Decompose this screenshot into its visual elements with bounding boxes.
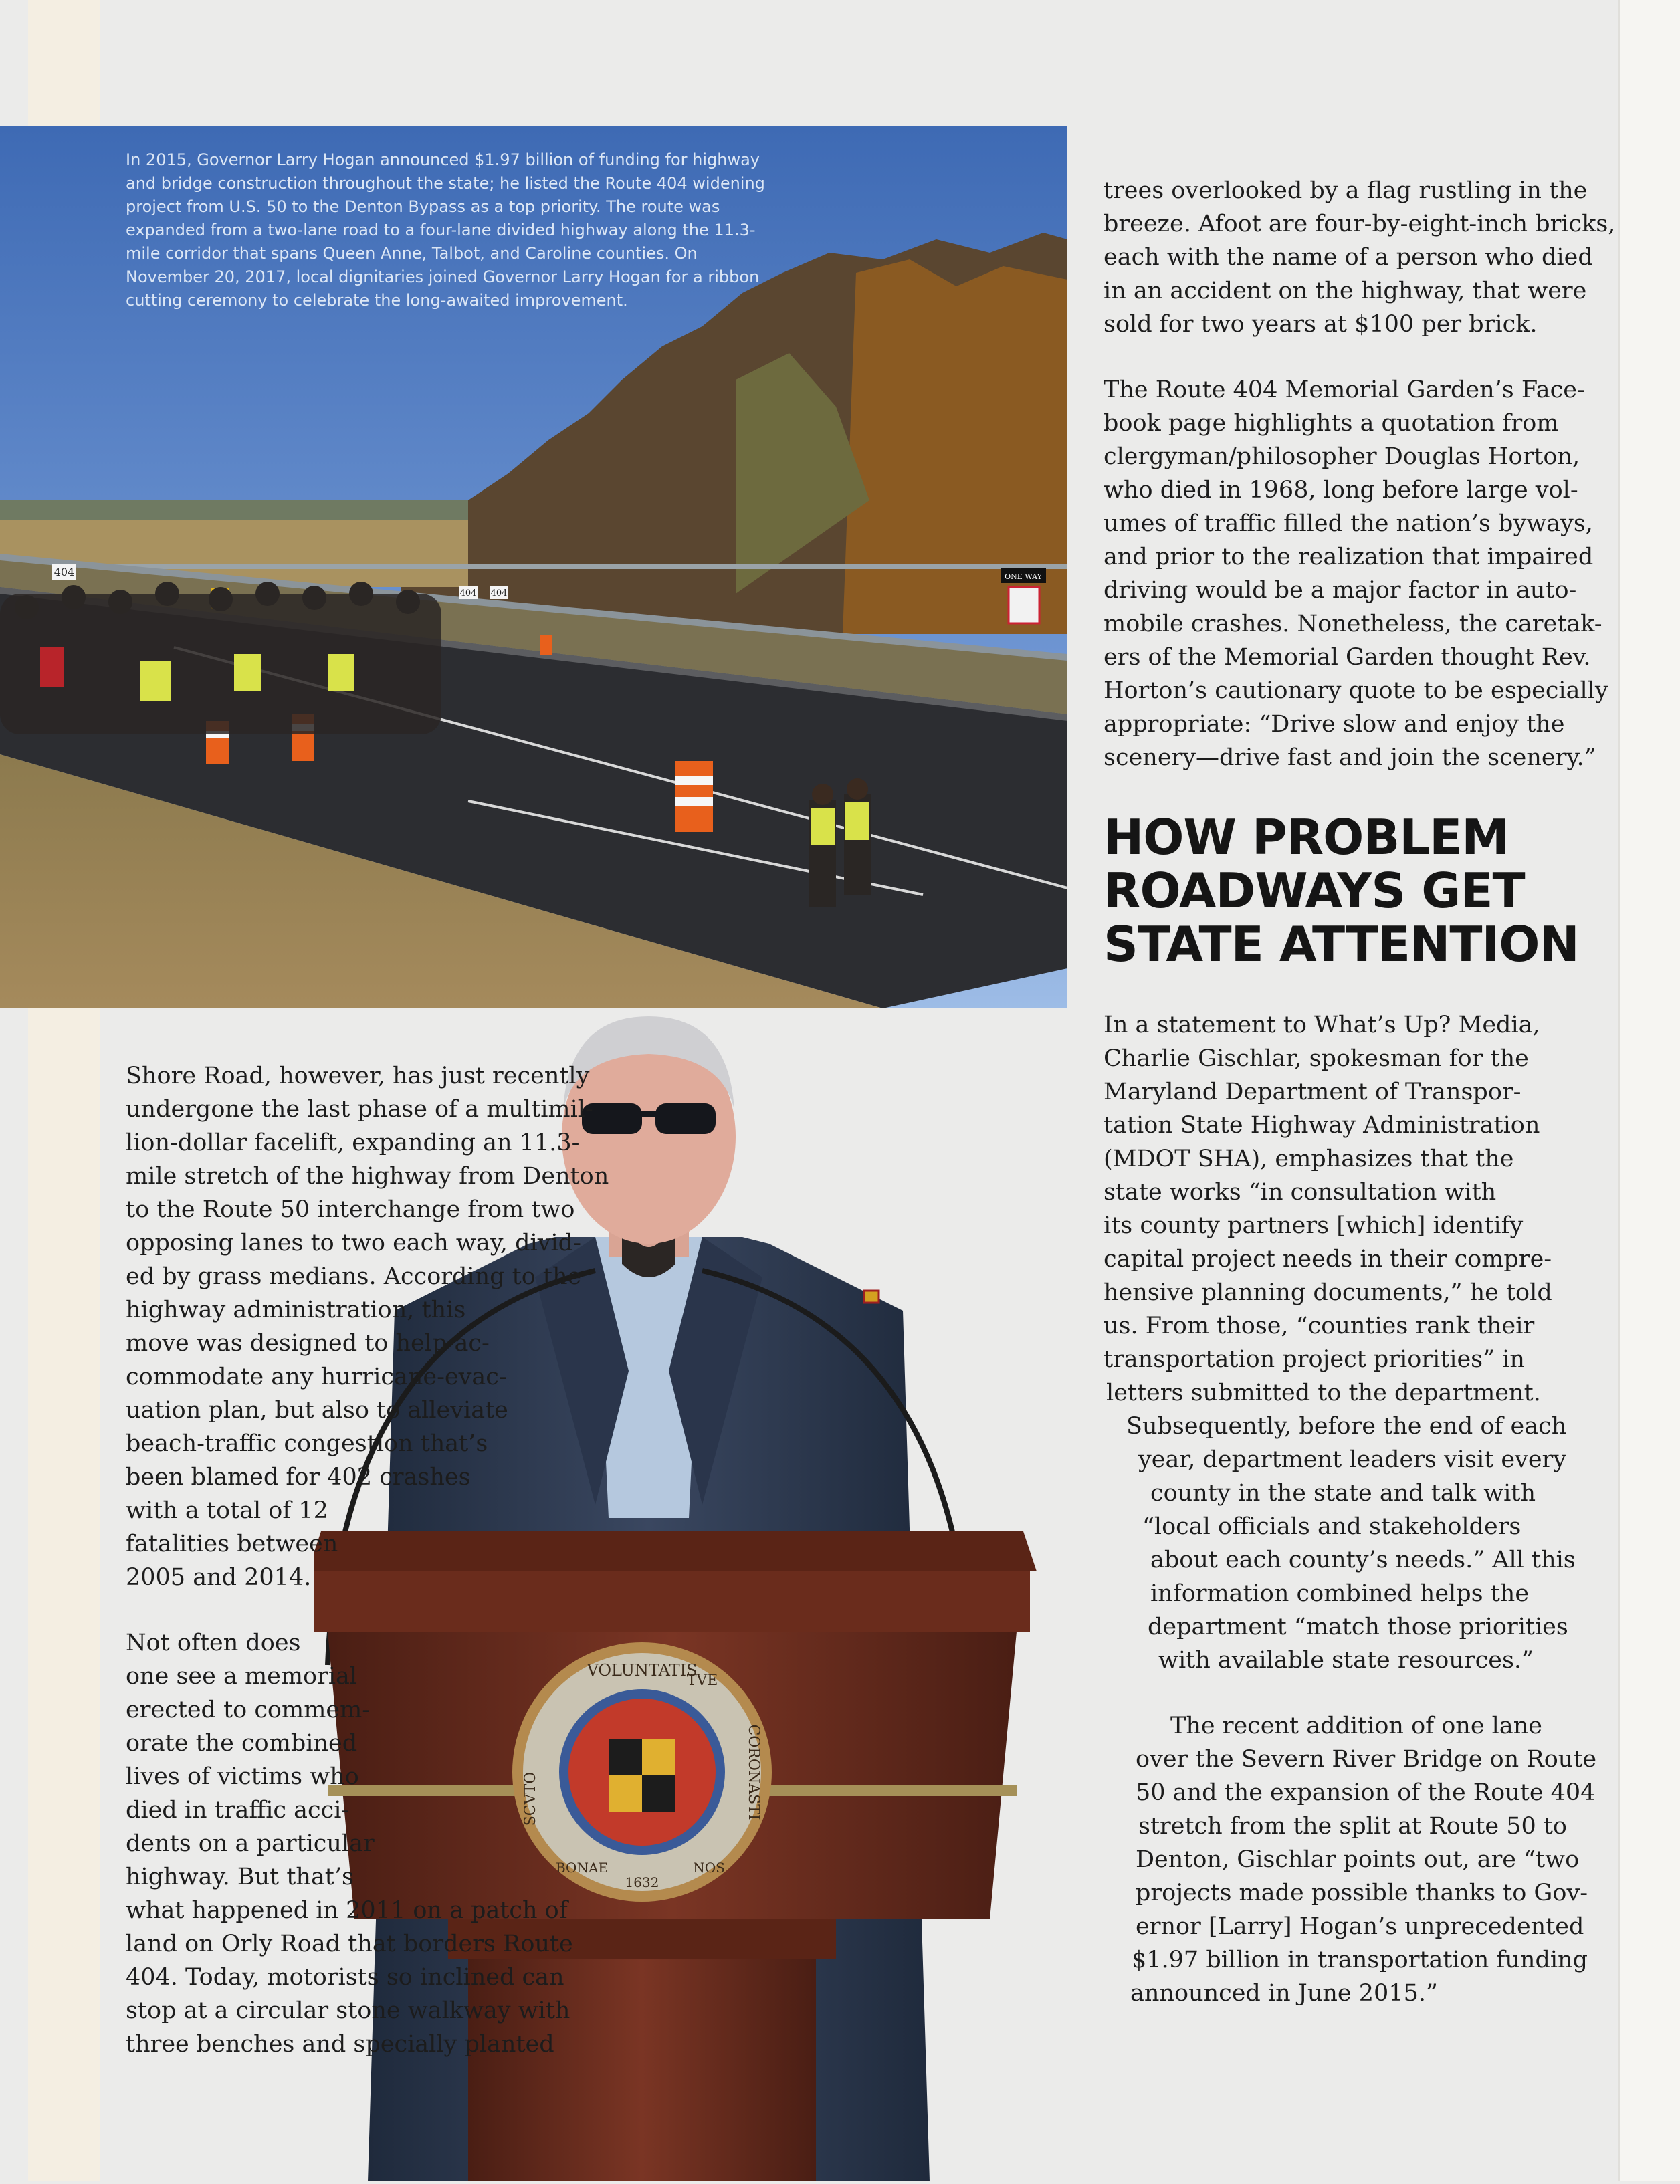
text-line: Denton, Gischlar points out, are “two [1136, 1846, 1580, 1873]
seal-text-bottom-right: NOS [693, 1860, 725, 1876]
text-line: department “match those priorities [1148, 1614, 1568, 1640]
text-line: breeze. Afoot are four-by-eight-inch bricks, [1104, 211, 1616, 237]
text-line: capital project needs in their compre- [1104, 1246, 1552, 1273]
text-line: highway. But that’s [126, 1864, 354, 1890]
text-line: scenery—drive fast and join the scenery.” [1104, 744, 1596, 771]
right-paragraph-1 [1104, 174, 1616, 341]
text-line: what happened in 2011 on a patch of [126, 1897, 568, 1924]
text-line: “local officials and stakeholders [1142, 1513, 1521, 1540]
text-line: The Route 404 Memorial Garden’s Face- [1104, 376, 1585, 403]
text-line: mobile crashes. Nonetheless, the caretak- [1104, 611, 1602, 637]
text-line: Charlie Gischlar, spokesman for the [1104, 1045, 1529, 1072]
right-paragraph-4 [1104, 1709, 1597, 2010]
text-line: Horton’s cautionary quote to be especially [1104, 677, 1608, 704]
text-line: information combined helps the [1150, 1580, 1530, 1607]
text-line: Maryland Department of Transpor- [1104, 1079, 1521, 1105]
text-line: with a total of 12 [126, 1497, 328, 1524]
text-line: $1.97 billion in transportation funding [1132, 1947, 1588, 1973]
text-line: driving would be a major factor in auto- [1104, 577, 1577, 604]
left-column [126, 1059, 607, 2061]
text-line: orate the combined [126, 1730, 358, 1757]
text-line: ers of the Memorial Garden thought Rev. [1104, 644, 1591, 671]
seal-text-right: CORONASTI [745, 1724, 762, 1820]
text-line: trees overlooked by a flag rustling in the [1104, 177, 1588, 204]
text-line: us. From those, “counties rank their [1104, 1313, 1535, 1339]
text-line: stretch from the split at Route 50 to [1138, 1813, 1567, 1840]
text-line: 404. Today, motorists so inclined can [126, 1964, 564, 1991]
text-line: its county partners [which] identify [1104, 1212, 1524, 1239]
text-line: lives of victims who [126, 1763, 359, 1790]
text-line: each with the name of a person who died [1104, 244, 1593, 271]
text-line: sold for two years at $100 per brick. [1104, 311, 1538, 338]
text-line: fatalities between [126, 1531, 338, 1557]
text-line: announced in June 2015.” [1130, 1980, 1438, 2007]
text-line: commodate any hurricane-evac- [126, 1363, 507, 1390]
text-line: over the Severn River Bridge on Route [1136, 1746, 1597, 1773]
page-edge [1618, 0, 1680, 2181]
route-sign-text: 404 [459, 588, 477, 598]
route-sign-text: 404 [54, 566, 75, 578]
text-line: and prior to the realization that impaired [1104, 544, 1594, 570]
text-line: who died in 1968, long before large vol- [1104, 477, 1578, 504]
text-line: one see a memorial [126, 1663, 358, 1690]
right-paragraph-3 [1104, 1008, 1585, 1677]
text-line: in an accident on the highway, that were [1104, 278, 1587, 304]
route-sign-text: 404 [490, 588, 508, 598]
seal-text-tve: TVE [686, 1672, 718, 1689]
seal-year: 1632 [625, 1874, 659, 1890]
text-line: ernor [Larry] Hogan’s unprecedented [1136, 1913, 1584, 1940]
text-line: (MDOT SHA), emphasizes that the [1104, 1145, 1514, 1172]
text-line: mile stretch of the highway from Denton [126, 1163, 609, 1190]
text-line: transportation project priorities” in [1104, 1346, 1525, 1373]
right-column-bottom [1104, 1008, 1597, 2010]
text-line: 50 and the expansion of the Route 404 [1136, 1779, 1596, 1806]
seal-text-left: SCVTO [522, 1771, 539, 1826]
text-line: book page highlights a quotation from [1104, 410, 1559, 437]
text-line: with available state resources.” [1158, 1647, 1534, 1674]
text-line: hensive planning documents,” he told [1104, 1279, 1552, 1306]
text-line: year, department leaders visit every [1138, 1446, 1567, 1473]
text-line: The recent addition of one lane [1170, 1713, 1543, 1739]
heading-line: HOW PROBLEM [1104, 809, 1509, 865]
text-line: projects made possible thanks to Gov- [1136, 1880, 1588, 1906]
photo-caption: In 2015, Governor Larry Hogan announced $1.97 billion of funding for highway and bridge construction throughout the state; he listed the Route 404 widening project from U.S. 50 to the Denton Bypass as a top priority. The route was expanded from a two-lane road to a four-lane divided highway along the 11.3-mile corridor that spans Queen Anne, Talbot, and Caroline counties. On November 20, 2017, local dignitaries joined Governor Larry Hogan for a ribbon cutting ceremony to celebrate the long-awaited improvement. [126, 150, 765, 310]
text-line: appropriate: “Drive slow and enjoy the [1104, 711, 1565, 738]
text-line: county in the state and talk with [1150, 1480, 1536, 1507]
text-line: letters submitted to the department. [1106, 1380, 1541, 1406]
text-line: Not often does [126, 1630, 301, 1656]
text-line: umes of traffic filled the nation’s byways, [1104, 510, 1593, 537]
section-heading [1104, 809, 1579, 972]
text-line: tation State Highway Administration [1104, 1112, 1540, 1139]
heading-line: ROADWAYS GET [1104, 863, 1525, 919]
text-line: been blamed for 402 crashes [126, 1464, 471, 1491]
text-line: uation plan, but also to alleviate [126, 1397, 508, 1424]
text-line: dents on a particular [126, 1830, 375, 1857]
text-line: died in traffic acci- [126, 1797, 350, 1824]
text-line: highway administration, this [126, 1297, 466, 1323]
heading-line: STATE ATTENTION [1104, 916, 1579, 972]
seal-text-bottom-left: BONAE [555, 1860, 609, 1876]
text-line: In a statement to What’s Up? Media, [1104, 1012, 1540, 1039]
one-way-sign-text: ONE WAY [1005, 572, 1042, 581]
text-line: lion-dollar facelift, expanding an 11.3- [126, 1129, 580, 1156]
text-line: Subsequently, before the end of each [1126, 1413, 1567, 1440]
text-line: move was designed to help ac- [126, 1330, 490, 1357]
seal-text-top: VOLUNTATIS [587, 1661, 698, 1680]
text-line: about each county’s needs.” All this [1150, 1547, 1576, 1573]
text-line: ed by grass medians. According to the [126, 1263, 582, 1290]
text-line: undergone the last phase of a multimil- [126, 1096, 593, 1123]
text-line: to the Route 50 interchange from two [126, 1196, 575, 1223]
text-line: erected to commem- [126, 1697, 371, 1723]
text-line: state works “in consultation with [1104, 1179, 1497, 1206]
right-paragraph-2 [1104, 373, 1608, 774]
left-paragraph-2 [126, 1626, 607, 2061]
text-line: 2005 and 2014. [126, 1564, 312, 1591]
left-paragraph-1 [126, 1059, 607, 1594]
text-line: opposing lanes to two each way, divid- [126, 1230, 581, 1257]
text-line: clergyman/philosopher Douglas Horton, [1104, 443, 1580, 470]
text-line: land on Orly Road that borders Route [126, 1931, 573, 1957]
right-column-top [1104, 174, 1616, 774]
text-line: Shore Road, however, has just recently [126, 1063, 590, 1089]
text-line: beach-traffic congestion that’s [126, 1430, 488, 1457]
text-line: stop at a circular stone walkway with [126, 1997, 570, 2024]
text-line: three benches and specially planted [126, 2031, 554, 2058]
